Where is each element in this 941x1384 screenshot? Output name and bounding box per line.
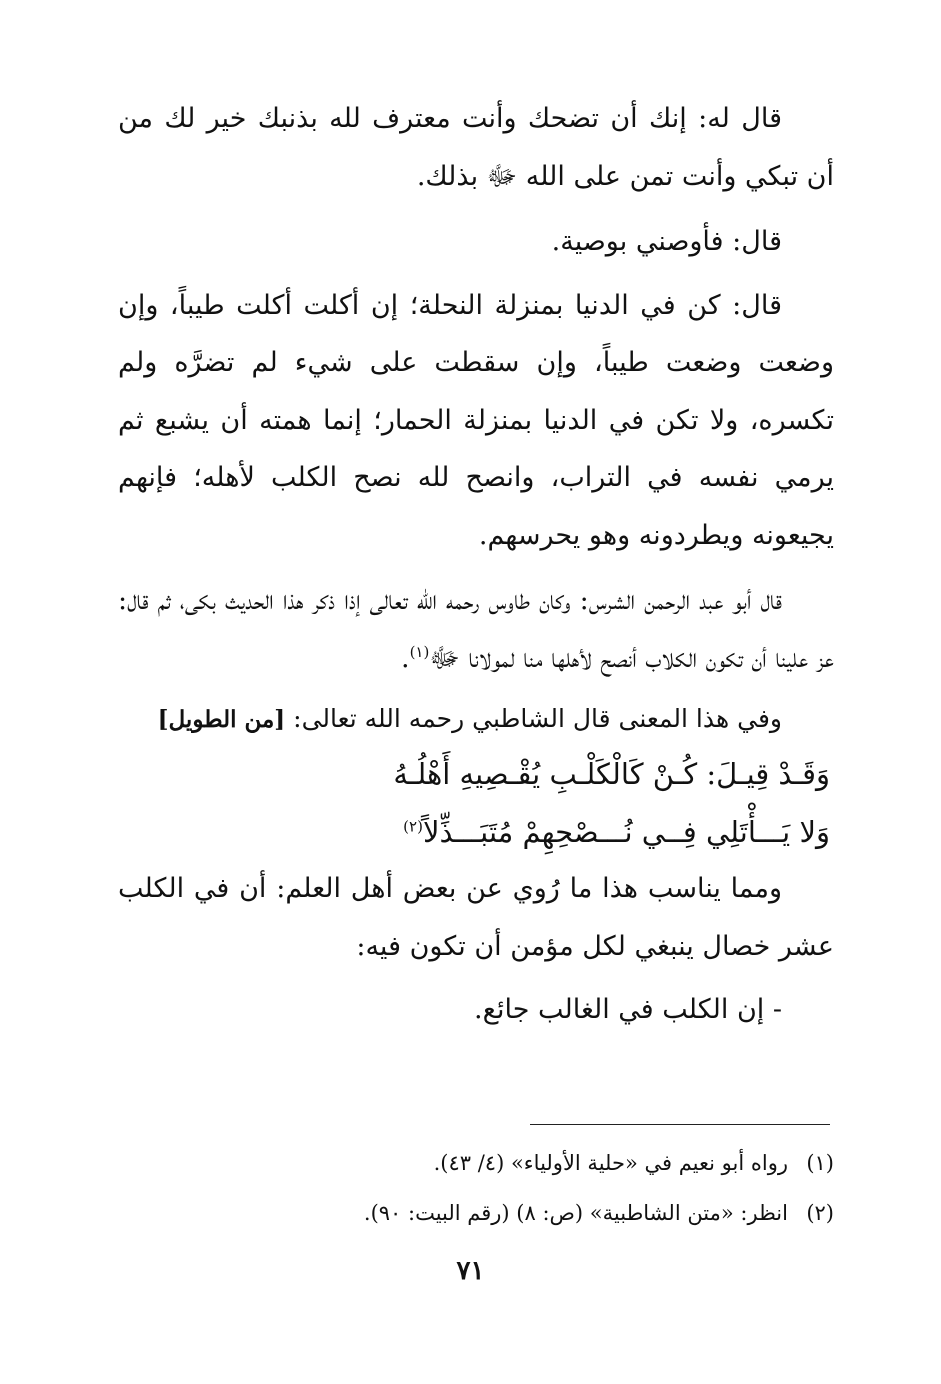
main-text — [118, 90, 834, 1039]
page-number: ٧١ — [456, 1256, 485, 1286]
poem-intro — [118, 695, 834, 744]
footnotes — [118, 1138, 834, 1238]
footnote-2-number: (٢) — [806, 1201, 834, 1225]
footnote-ref-2[interactable]: (٢) — [403, 817, 423, 836]
meter-name: [من الطويل] — [157, 706, 286, 733]
footnote-1-text: رواه أبو نعيم في «حلية الأولياء» (٤/ ٤٣). — [433, 1151, 788, 1175]
footnote-2 — [118, 1188, 834, 1238]
verse-line-2 — [118, 804, 834, 860]
footnote-ref-1[interactable]: (١) — [409, 642, 430, 661]
footnote-divider — [530, 1124, 830, 1125]
verse-line-2-text: وَلا يَـــأْتَلِي فِــي نُـــصْحِهِمْ مُتَبَـــذِّلاً — [422, 815, 830, 849]
paragraph-1: قال له: إنك أن تضحك وأنت معترف لله بذنبك خير لك من أن تبكي وأنت تمن على الله ﷻ بذلك. — [118, 103, 834, 192]
poem-intro-text: وفي هذا المعنى قال الشاطبي رحمه الله تعالى: — [293, 704, 782, 733]
paragraph-4-end: . — [400, 642, 410, 674]
footnote-1 — [118, 1138, 834, 1188]
footnote-2-text: انظر: «متن الشاطبية» (ص: ٨) (رقم البيت: ٩٠). — [363, 1201, 788, 1225]
paragraph-4-text: قال أبو عبد الرحمن الشرس: وكان طاوس رحمه الله تعالى إذا ذكر هذا الحديث بكى، ثم قال: عز علينا أن تكون الكلاب أنصح لأهلها منا لمولانا ﷻ — [118, 585, 834, 674]
list-item-1: - إن الكلب في الغالب جائع. — [474, 994, 782, 1025]
footnote-1-number: (١) — [806, 1151, 834, 1175]
paragraph-3: قال: كن في الدنيا بمنزلة النحلة؛ إن أكلت أكلت طيباً، وإن وضعت وضعت طيباً، وإن سقطت على شيء لم تضرَّه ولم تكسره، ولا تكن في الدنيا بمنزلة الحمار؛ إنما همته أن يشبع ثم يرمي نفسه في التراب، وانصح لله نصح الكلب لأهله؛ فإنهم يجيعونه ويطردونه وهو يحرسهم. — [118, 289, 834, 551]
verse-line-1: وَقَـدْ قِيـلَ: كُـنْ كَالْكَلْـبِ يُقْـصِيهِ أَهْلُـهُ — [393, 757, 830, 791]
paragraph-5: ومما يناسب هذا ما رُوي عن بعض أهل العلم: أن في الكلب عشر خصال ينبغي لكل مؤمن أن تكون فيه: — [118, 873, 834, 962]
paragraph-4 — [118, 572, 834, 687]
paragraph-2: قال: فأوصني بوصية. — [551, 226, 782, 257]
